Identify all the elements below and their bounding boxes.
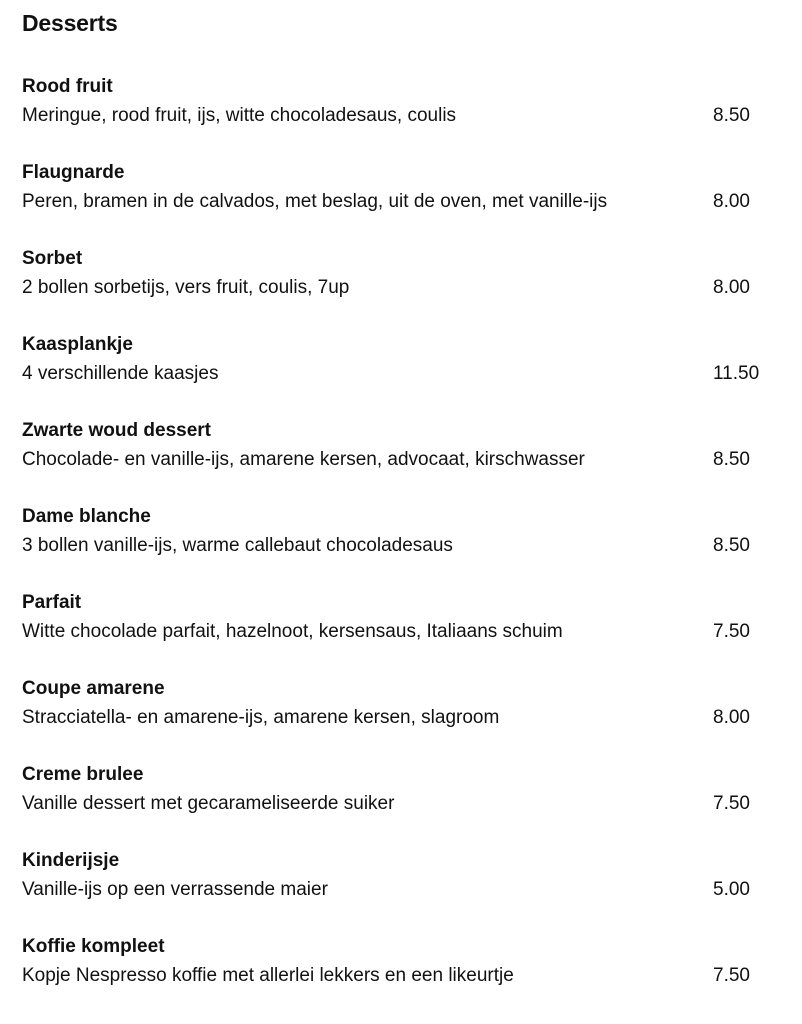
menu-item: [22, 246, 782, 332]
menu-item: [22, 332, 782, 418]
item-price: 8.00: [713, 191, 750, 212]
item-price: 8.50: [713, 449, 750, 470]
menu-item: [22, 74, 782, 160]
menu-item: [22, 848, 782, 934]
item-name: Kaasplankje: [22, 334, 133, 355]
item-description: 2 bollen sorbetijs, vers fruit, coulis, 7up: [22, 277, 350, 298]
menu-item: [22, 418, 782, 504]
item-name: Flaugnarde: [22, 162, 125, 183]
item-price: 8.50: [713, 535, 750, 556]
item-description: Witte chocolade parfait, hazelnoot, kersensaus, Italiaans schuim: [22, 621, 563, 642]
item-name: Creme brulee: [22, 764, 144, 785]
item-name: Kinderijsje: [22, 850, 120, 871]
menu-item: [22, 590, 782, 676]
item-description: Stracciatella- en amarene-ijs, amarene kersen, slagroom: [22, 707, 500, 728]
item-price: 8.00: [713, 707, 750, 728]
item-price: 7.50: [713, 621, 750, 642]
menu-item: [22, 504, 782, 590]
menu-item: [22, 762, 782, 848]
item-description: Chocolade- en vanille-ijs, amarene kersen, advocaat, kirschwasser: [22, 449, 585, 470]
item-name: Rood fruit: [22, 76, 113, 97]
menu-item: [22, 676, 782, 762]
item-description: Kopje Nespresso koffie met allerlei lekkers en een likeurtje: [22, 965, 514, 986]
item-name: Zwarte woud dessert: [22, 420, 211, 441]
dessert-menu: [22, 74, 782, 1020]
menu-item: [22, 160, 782, 246]
item-description: Vanille dessert met gecarameliseerde suiker: [22, 793, 395, 814]
menu-item: [22, 934, 782, 1020]
item-description: 3 bollen vanille-ijs, warme callebaut chocoladesaus: [22, 535, 453, 556]
page-title: Desserts: [22, 10, 118, 36]
item-description: Meringue, rood fruit, ijs, witte chocoladesaus, coulis: [22, 105, 457, 126]
item-description: Peren, bramen in de calvados, met beslag, uit de oven, met vanille-ijs: [22, 191, 608, 212]
item-price: 7.50: [713, 965, 750, 986]
item-price: 5.00: [713, 879, 750, 900]
item-price: 7.50: [713, 793, 750, 814]
item-name: Koffie kompleet: [22, 936, 165, 957]
item-name: Dame blanche: [22, 506, 151, 527]
item-price: 8.00: [713, 277, 750, 298]
item-price: 11.50: [713, 363, 760, 384]
item-price: 8.50: [713, 105, 750, 126]
item-name: Sorbet: [22, 248, 83, 269]
item-name: Parfait: [22, 592, 82, 613]
item-name: Coupe amarene: [22, 678, 165, 699]
item-description: 4 verschillende kaasjes: [22, 363, 219, 384]
item-description: Vanille-ijs op een verrassende maier: [22, 879, 328, 900]
